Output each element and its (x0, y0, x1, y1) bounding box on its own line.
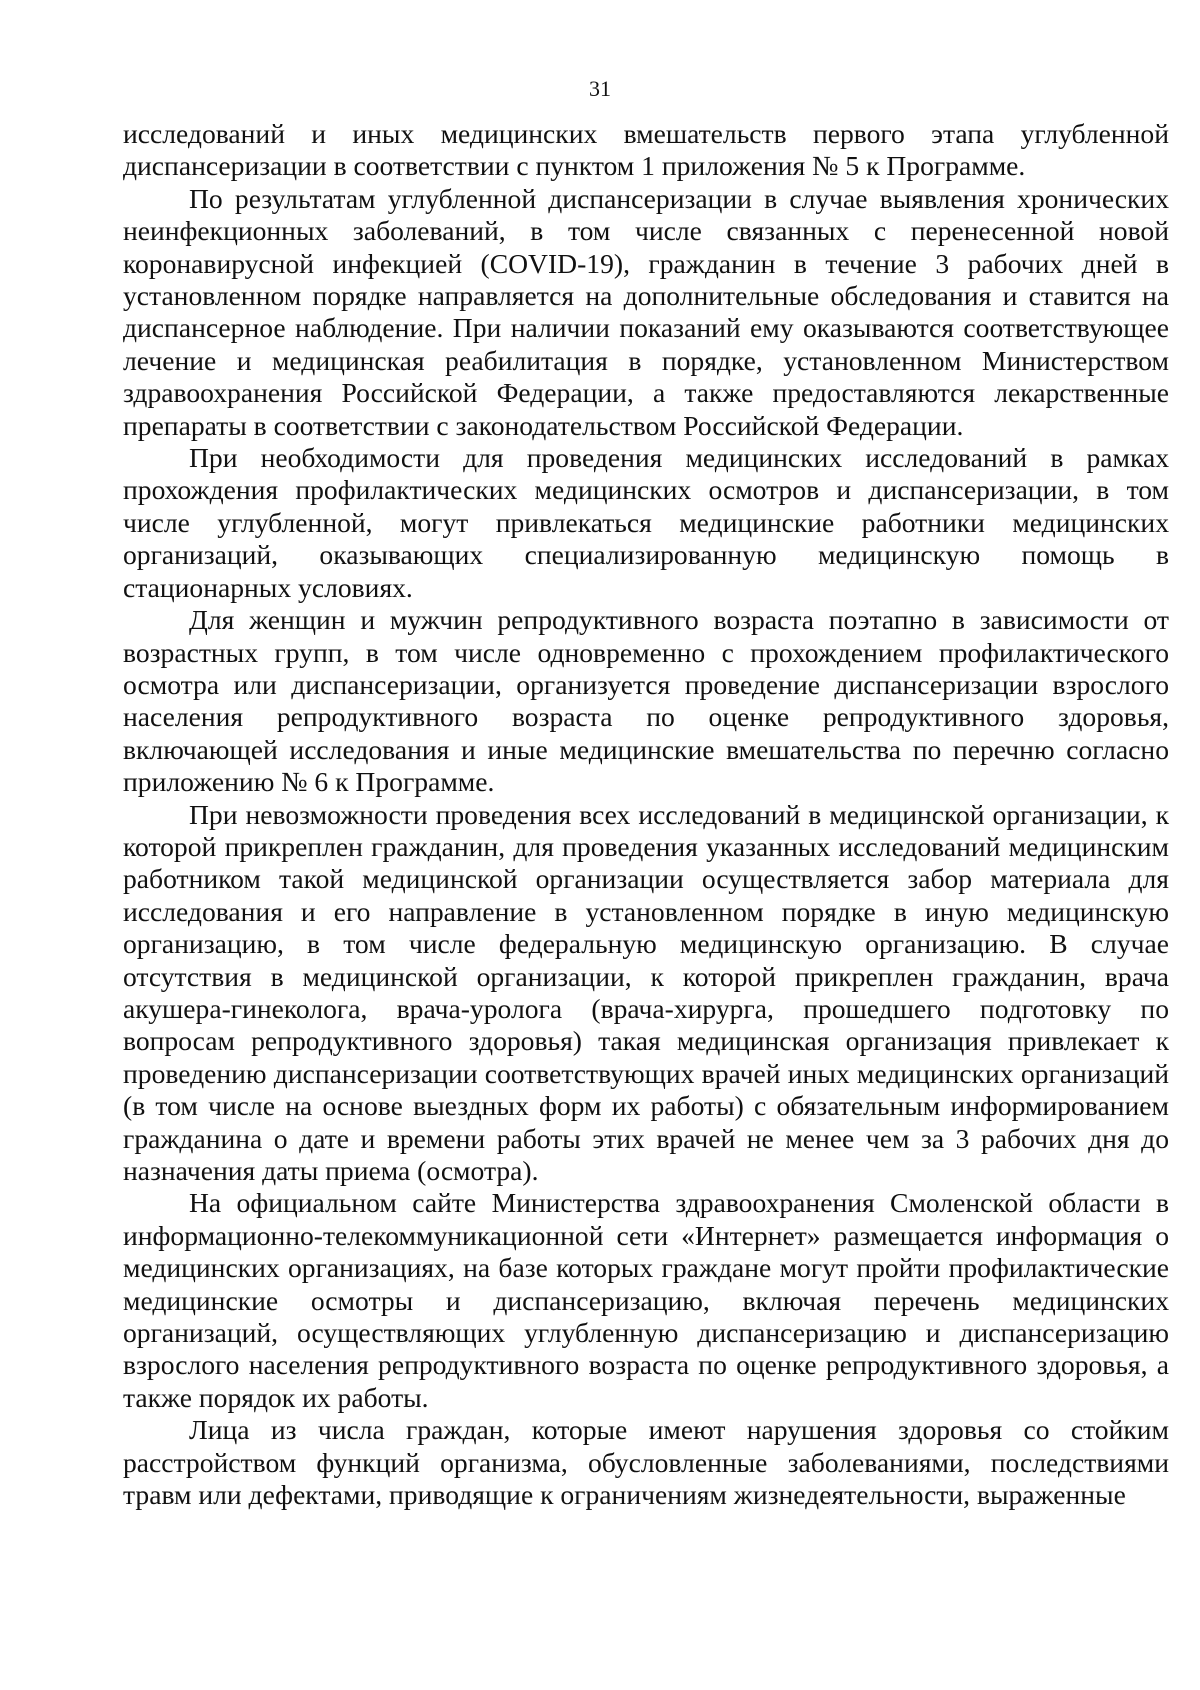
paragraph-persons-with-disabilities: Лица из числа граждан, которые имеют нарушения здоровья со стойким расстройством функций организма, обусловленные заболеваниями, последствиями травм или дефектами, приводящие к ограничениям жизнедеятельности, выраженные (123, 1414, 1169, 1511)
paragraph-impossibility-of-tests: При невозможности проведения всех исследований в медицинской организации, к которой прикреплен гражданин, для проведения указанных исследований медицинским работником такой медицинской организации осуществляется забор материала для исследования и его направление в установленном порядке в иную медицинскую организацию, в том числе федеральную медицинскую организацию. В случае отсутствия в медицинской организации, к которой прикреплен гражданин, врача акушера-гинеколога, врача-уролога (врача-хирурга, прошедшего подготовку по вопросам репродуктивного здоровья) такая медицинская организация привлекает к проведению диспансеризации соответствующих врачей иных медицинских организаций (в том числе на основе выездных форм их работы) с обязательным информированием гражданина о дате и времени работы этих врачей не менее чем за 3 рабочих дня до назначения даты приема (осмотра). (123, 798, 1169, 1186)
page-number: 31 (589, 76, 611, 101)
paragraph-official-website: На официальном сайте Министерства здравоохранения Смоленской области в информационно-телекоммуникационной сети «Интернет» размещается информация о медицинских организациях, на базе которых граждане могут пройти профилактические медицинские осмотры и диспансеризацию, включая перечень медицинских организаций, осуществляющих углубленную диспансеризацию и диспансеризацию взрослого населения репродуктивного возраста по оценке репродуктивного здоровья, а также порядок их работы. (123, 1187, 1169, 1413)
document-body (123, 118, 1169, 1511)
paragraph-deep-screening-results: По результатам углубленной диспансеризации в случае выявления хронических неинфекционных заболеваний, в том числе связанных с перенесенной новой коронавирусной инфекцией (COVID-19), гражданин в течение 3 рабочих дней в установленном порядке направляется на дополнительные обследования и ставится на диспансерное наблюдение. При наличии показаний ему оказываются соответствующее лечение и медицинская реабилитация в порядке, установленном Министерством здравоохранения Российской Федерации, а также предоставляются лекарственные препараты в соответствии с законодательством Российской Федерации. (123, 182, 1169, 441)
paragraph-reproductive-screening: Для женщин и мужчин репродуктивного возраста поэтапно в зависимости от возрастных групп, в том числе одновременно с прохождением профилактического осмотра или диспансеризации, организуется проведение диспансеризации взрослого населения репродуктивного возраста по оценке репродуктивного здоровья, включающей исследования и иные медицинские вмешательства по перечню согласно приложению № 6 к Программе. (123, 604, 1169, 798)
paragraph-continuation: исследований и иных медицинских вмешательств первого этапа углубленной диспансеризации в соответствии с пунктом 1 приложения № 5 к Программе. (123, 118, 1169, 182)
paragraph-involving-specialists: При необходимости для проведения медицинских исследований в рамках прохождения профилактических медицинских осмотров и диспансеризации, в том числе углубленной, могут привлекаться медицинские работники медицинских организаций, оказывающих специализированную медицинскую помощь в стационарных условиях. (123, 442, 1169, 603)
